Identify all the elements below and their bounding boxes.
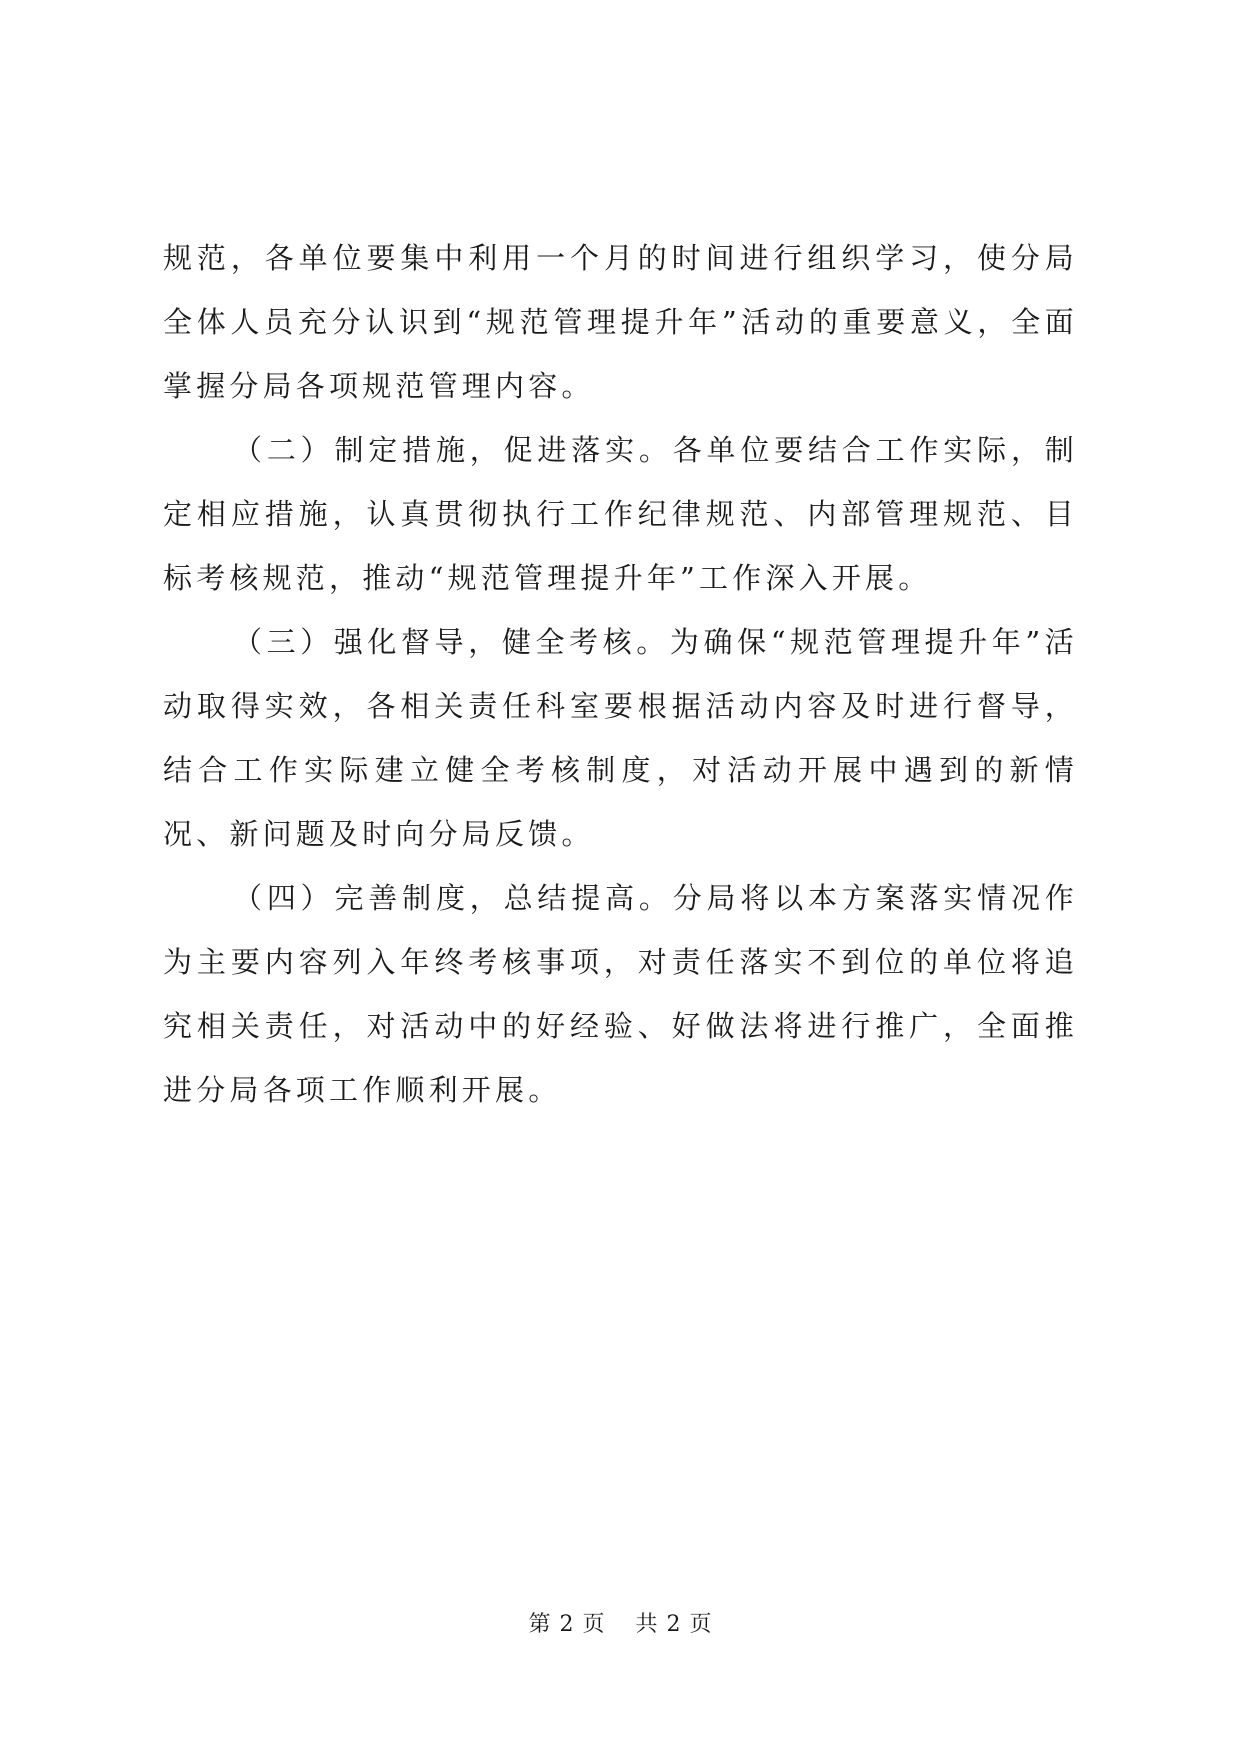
page-number: 第 2 页 <box>528 1612 606 1637</box>
page-total: 共 2 页 <box>635 1612 713 1637</box>
page-footer <box>0 1610 1241 1640</box>
document-body <box>163 226 1078 1122</box>
paragraph-section-3: （三）强化督导，健全考核。为确保“规范管理提升年”活动取得实效，各相关责任科室要根据活动内容及时进行督导，结合工作实际建立健全考核制度，对活动开展中遇到的新情况、新问题及时向分局反馈。 <box>163 625 1078 851</box>
paragraph-continuation: 规范，各单位要集中利用一个月的时间进行组织学习，使分局全体人员充分认识到“规范管理提升年”活动的重要意义，全面掌握分局各项规范管理内容。 <box>163 241 1078 403</box>
paragraph-section-4: （四）完善制度，总结提高。分局将以本方案落实情况作为主要内容列入年终考核事项，对责任落实不到位的单位将追究相关责任，对活动中的好经验、好做法将进行推广，全面推进分局各项工作顺利开展。 <box>163 881 1078 1107</box>
paragraph-section-2: （二）制定措施，促进落实。各单位要结合工作实际，制定相应措施，认真贯彻执行工作纪律规范、内部管理规范、目标考核规范，推动“规范管理提升年”工作深入开展。 <box>163 433 1078 595</box>
